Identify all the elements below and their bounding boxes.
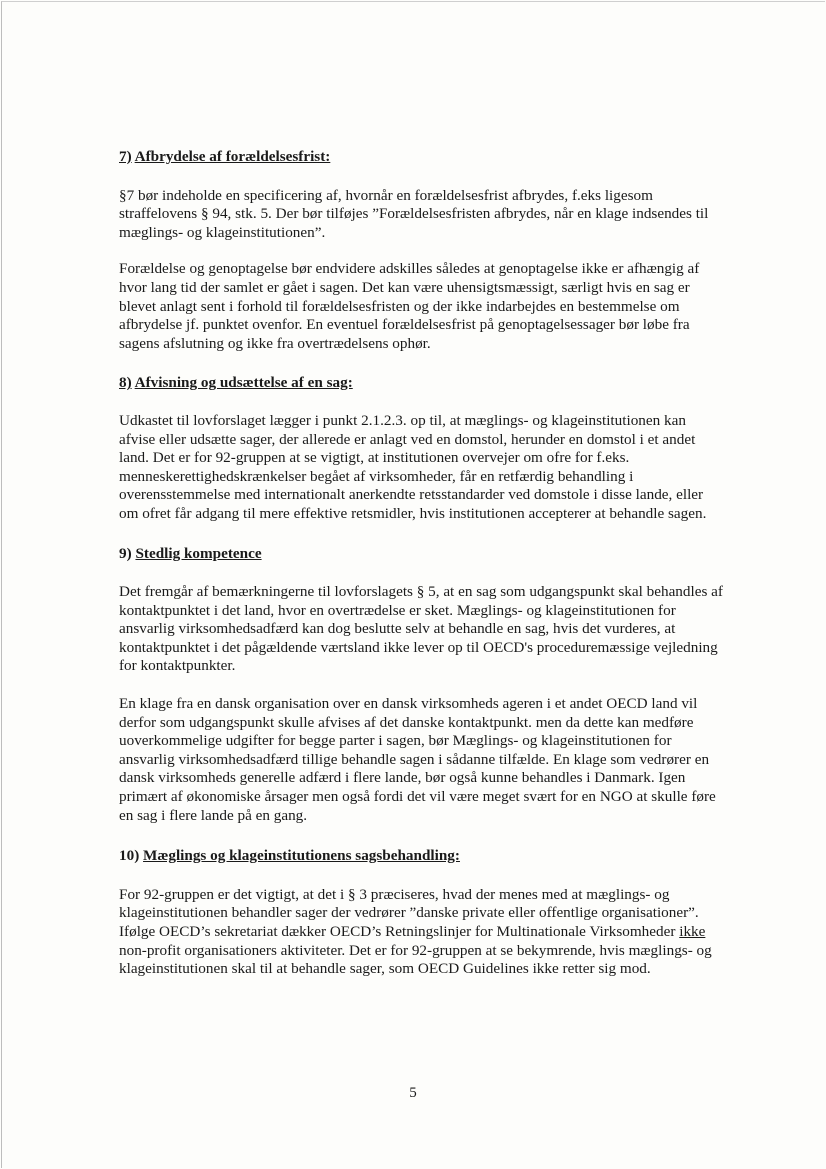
section-title: Afbrydelse af forældelsesfrist: (134, 148, 331, 165)
paragraph: Forældelse og genoptagelse bør endvidere adskilles således at genoptagelse ikke er afhængig af hvor lang tid der samlet er gået i sagen. Det kan være uhensigtsmæssigt, særligt hvis en sag er blevet anlagt sent i forhold til forældelsesfristen og der ikke indarbejdes en bestemmelse om afbrydelse jf. punktet ovenfor. En eventuel forældelsesfrist på genoptagelsessager bør løbe fra sagens afslutning og ikke fra overtrædelsens ophør. (119, 260, 700, 352)
underlined-word: ikke (679, 923, 706, 940)
section-10-heading (119, 847, 725, 866)
paragraph-text: For 92-gruppen er det vigtigt, at det i § 3 præciseres, hvad der menes med at mæglings- og klageinstitutionen behandler sager der vedrører ”danske private eller offentlige organisationer”. Ifølge OECD’s sekretariat dækker OECD’s Retningslinjer for Multinationale Virksomheder (119, 885, 699, 940)
section-number: 10) (119, 847, 140, 865)
section-title: Afvisning og udsættelse af en sag: (134, 374, 353, 392)
section-number: 7) (119, 148, 132, 165)
document-body (119, 138, 725, 979)
section-number: 8) (119, 374, 132, 392)
page-number: 5 (409, 1085, 417, 1101)
section-title: Stedlig kompetence (135, 544, 262, 562)
paragraph: Det fremgår af bemærkningerne til lovforslagets § 5, at en sag som udgangspunkt skal behandles af kontaktpunktet i det land, hvor en overtrædelse er sket. Mæglings- og klageinstitutionen for ansvarlig virksomhedsadfærd kan dog beslutte selv at behandle en sag, hvis det vurderes, at kontaktpunktet i det pågældende værtsland ikke lever op til OECD's proceduremæssige vejledning for kontaktpunkter. (119, 583, 723, 675)
paragraph: §7 bør indeholde en specificering af, hvornår en forældelsesfrist afbrydes, f.eks ligesom straffelovens § 94, stk. 5. Der bør tilføjes ”Forældelsesfristen afbrydes, når en klage indsendes til mæglings- og klageinstitutionen”. (119, 186, 709, 241)
section-9-heading (119, 545, 725, 564)
section-8-heading (119, 374, 725, 393)
paragraph (119, 886, 725, 979)
paragraph-text: non-profit organisationers aktiviteter. Det er for 92-gruppen at se bekymrende, hvis mæglings- og klageinstitutionen skal til at behandle sager, som OECD Guidelines ikke retter sig mod. (119, 941, 712, 978)
section-number: 9) (119, 544, 132, 562)
section-7-heading (119, 148, 725, 167)
section-title: Mæglings og klageinstitutionens sagsbehandling: (143, 847, 460, 865)
paragraph: En klage fra en dansk organisation over en dansk virksomheds ageren i et andet OECD land vil derfor som udgangspunkt skulle afvises af det danske kontaktpunkt. men da dette kan medføre uoverkommelige udgifter for begge parter i sagen, bør Mæglings- og klageinstitutionen for ansvarlig virksomhedsadfærd tillige behandle sagen i sådanne tilfælde. En klage som vedrører en dansk virksomheds generelle adfærd i flere lande, bør også kunne behandles i Danmark. Igen primært af økonomiske årsager men også fordi det vil være meget svært for en NGO at skulle føre en sag i flere lande på en gang. (119, 695, 716, 824)
paragraph: Udkastet til lovforslaget lægger i punkt 2.1.2.3. op til, at mæglings- og klageinstitutionen kan afvise eller udsætte sager, der allerede er anlagt ved en domstol, herunder en domstol i et andet land. Det er for 92-gruppen at se vigtigt, at institutionen overvejer om ofre for f.eks. menneskerettighedskrænkelser begået af virksomheder, får en retfærdig behandling i overensstemmelse med internationalt anerkendte retsstandarder ved domstole i disse lande, eller om ofret får adgang til mere effektive retsmidler, hvis institutionen accepterer at behandle sagen. (119, 411, 707, 522)
